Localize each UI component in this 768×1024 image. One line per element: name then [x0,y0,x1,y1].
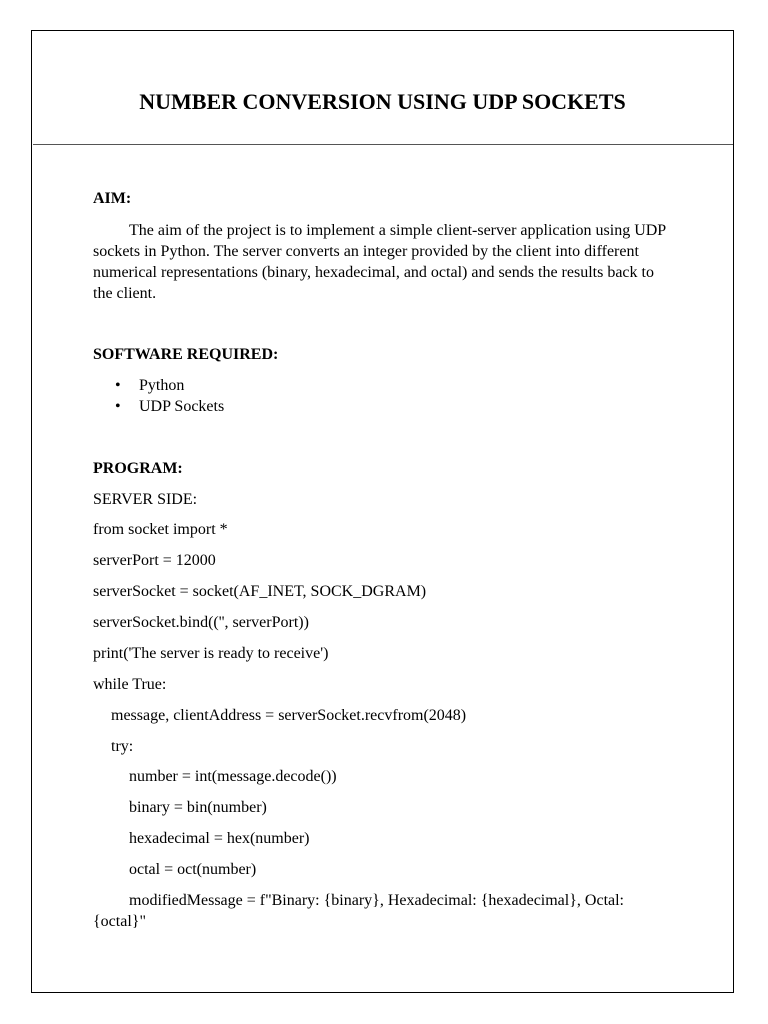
software-heading: SOFTWARE REQUIRED: [93,346,279,363]
software-item-label: UDP Sockets [139,398,225,415]
code-line: try: [111,738,134,755]
code-line: serverPort = 12000 [93,552,216,569]
code-line: serverSocket.bind(('', serverPort)) [93,614,309,631]
code-line: while True: [93,676,167,693]
aim-heading: AIM: [93,190,132,207]
software-list [93,375,224,417]
server-side-label: SERVER SIDE: [93,491,198,508]
code-line: hexadecimal = hex(number) [129,830,310,847]
code-line: octal = oct(number) [129,861,257,878]
bullet-icon: • [115,377,121,394]
document-title: NUMBER CONVERSION USING UDP SOCKETS [139,89,626,114]
aim-text: The aim of the project is to implement a simple client-server application using UDP sockets in Python. The server converts an integer provided by the client into different numerical representations (binary, hexadecimal, and octal) and sends the results back to the client. [93,222,666,302]
code-line: number = int(message.decode()) [129,768,337,785]
software-list-item [93,375,224,396]
program-heading: PROGRAM: [93,460,183,477]
code-line: modifiedMessage = f"Binary: {binary}, Hexadecimal: {hexadecimal}, Octal: {octal}" [93,892,624,930]
title-divider [33,144,733,145]
code-line: binary = bin(number) [129,799,267,816]
bullet-icon: • [115,398,121,415]
code-line: message, clientAddress = serverSocket.recvfrom(2048) [111,707,467,724]
software-item-label: Python [139,377,185,394]
code-line: from socket import * [93,521,228,538]
code-line: print('The server is ready to receive') [93,645,329,662]
code-line: serverSocket = socket(AF_INET, SOCK_DGRAM) [93,583,427,600]
software-list-item [93,396,224,417]
